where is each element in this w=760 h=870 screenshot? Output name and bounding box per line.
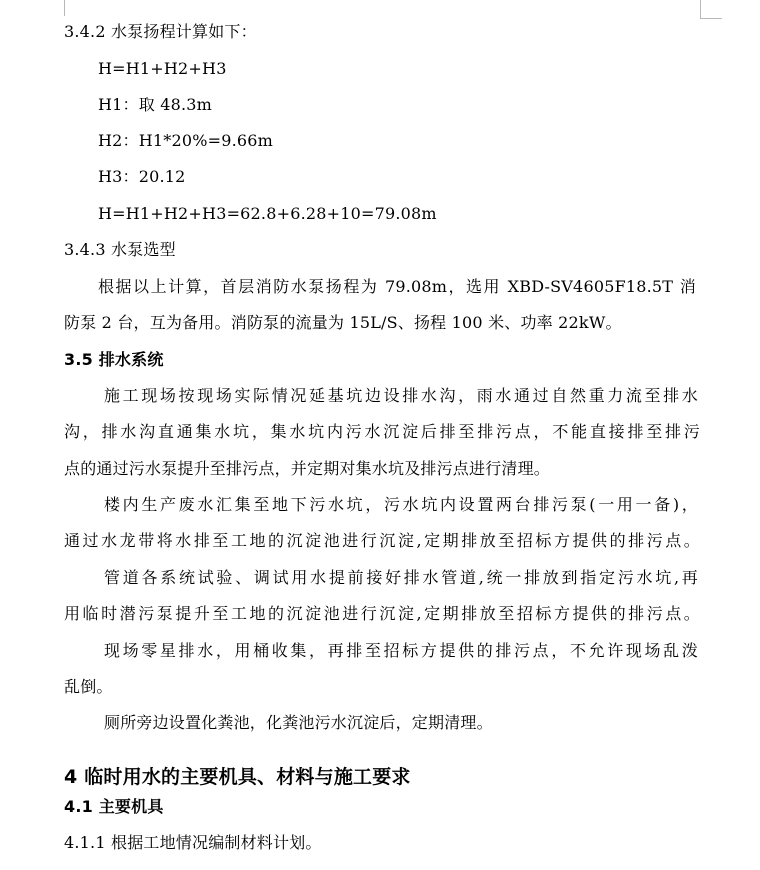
paragraph-pump-line-2: 防泵 2 台，互为备用。消防泵的流量为 15L/S、扬程 100 米、功率 22kW。 [64, 313, 622, 332]
formula-line-3: H2：H1*20%=9.66m [98, 131, 274, 150]
paragraph-pipe-test-line-1: 管道各系统试验、调试用水提前接好排水管道,统一排放到指定污水坑,再 [104, 568, 698, 587]
formula-line-2: H1：取 48.3m [98, 95, 213, 114]
paragraph-drainage-line-2: 沟，排水沟直通集水坑，集水坑内污水沉淀后排至排污点，不能直接排至排污 [64, 422, 700, 441]
formula-line-4: H3：20.12 [98, 167, 186, 186]
formula-line-5: H=H1+H2+H3=62.8+6.28+10=79.08m [98, 204, 437, 223]
chapter-heading-4: 4 临时用水的主要机具、材料与施工要求 [64, 766, 411, 788]
crop-mark-top-left [64, 0, 65, 16]
paragraph-wastewater-line-2: 通过水龙带将水排至工地的沉淀池进行沉淀,定期排放至招标方提供的排污点。 [64, 531, 700, 550]
paragraph-pipe-test-line-2: 用临时潜污泵提升至工地的沉淀池进行沉淀,定期排放至招标方提供的排污点。 [64, 604, 700, 623]
paragraph-site-drain-line-2: 乱倒。 [64, 677, 113, 696]
paragraph-septic-tank: 厕所旁边设置化粪池，化粪池污水沉淀后，定期清理。 [104, 713, 493, 732]
section-heading-3-5: 3.5 排水系统 [64, 350, 164, 369]
paragraph-drainage-line-1: 施工现场按现场实际情况延基坑边设排水沟，雨水通过自然重力流至排水 [104, 386, 698, 405]
paragraph-drainage-line-3: 点的通过污水泵提升至排污点，并定期对集水坑及排污点进行清理。 [64, 459, 551, 478]
subsection-heading-4-1-1: 4.1.1 根据工地情况编制材料计划。 [64, 833, 322, 852]
crop-mark-top-right-vertical [700, 0, 701, 18]
paragraph-pump-line-1: 根据以上计算，首层消防水泵扬程为 79.08m，选用 XBD-SV4605F18.5T 消 [98, 277, 696, 296]
crop-mark-top-right-horizontal [700, 18, 722, 19]
subsection-heading-3-4-3: 3.4.3 水泵选型 [64, 240, 176, 259]
paragraph-wastewater-line-1: 楼内生产废水汇集至地下污水坑，污水坑内设置两台排污泵(一用一备)， [104, 495, 698, 514]
subsection-heading-3-4-2: 3.4.2 水泵扬程计算如下： [64, 22, 257, 41]
section-heading-4-1: 4.1 主要机具 [64, 797, 164, 816]
paragraph-site-drain-line-1: 现场零星排水，用桶收集，再排至招标方提供的排污点，不允许现场乱泼 [104, 641, 698, 660]
formula-line-1: H=H1+H2+H3 [98, 59, 227, 78]
